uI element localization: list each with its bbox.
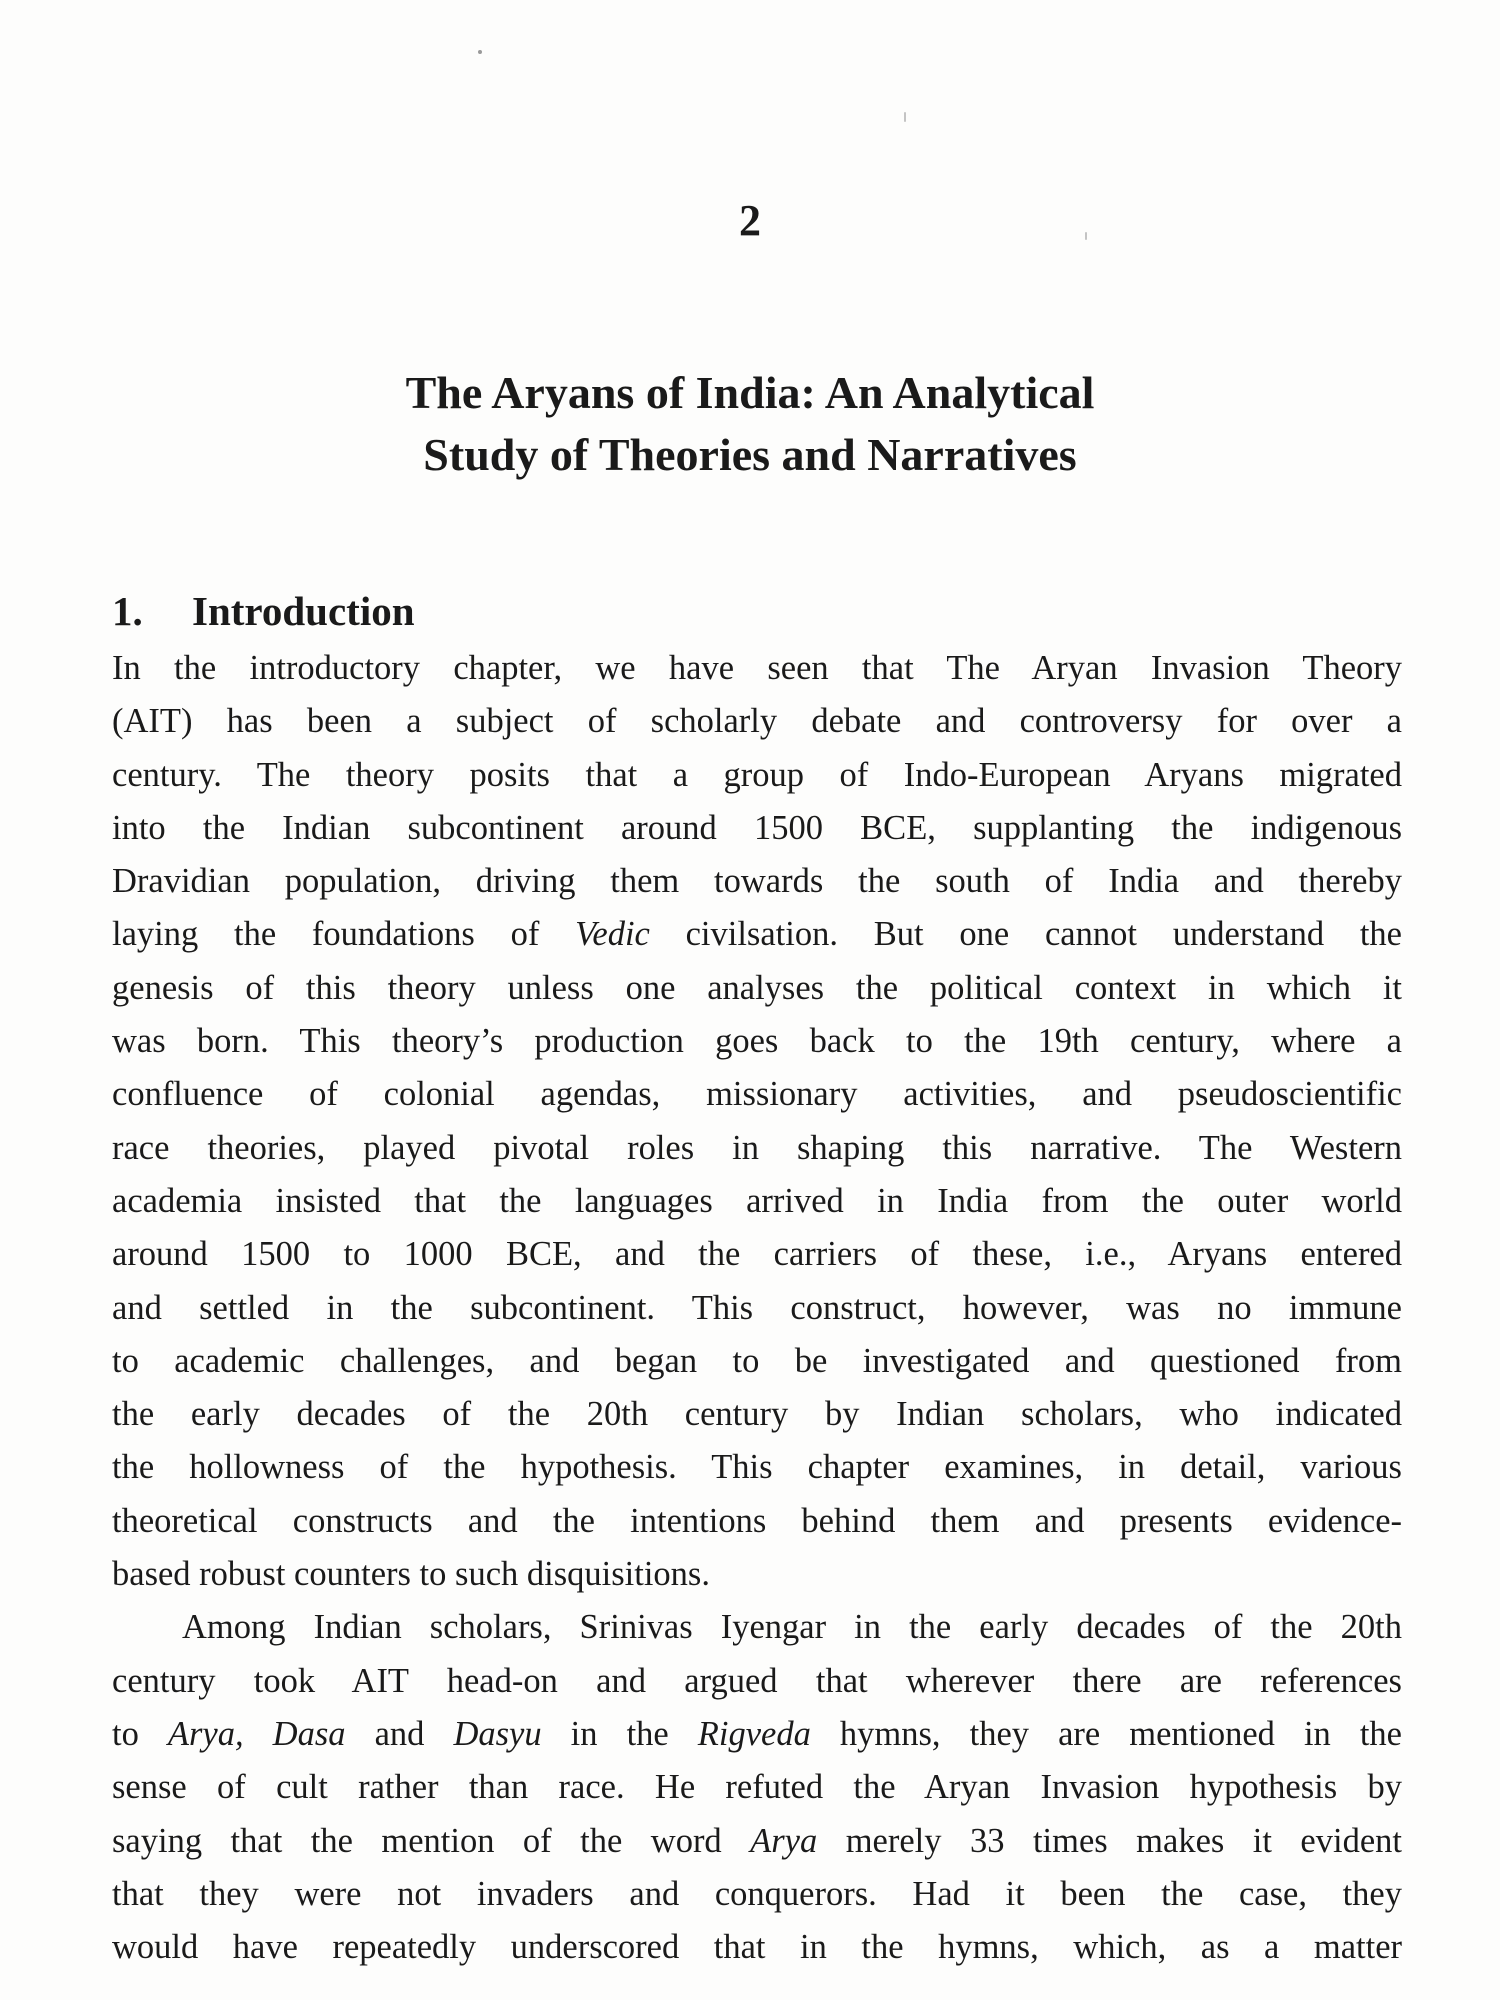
text-line: Dravidian population, driving them towards the south of India and thereby xyxy=(112,862,1402,901)
text-line: the early decades of the 20th century by Indian scholars, who indicated xyxy=(112,1395,1402,1434)
italic-term-dasyu: Dasyu xyxy=(453,1714,542,1753)
text-line: century took AIT head-on and argued that wherever there are references xyxy=(112,1661,1402,1700)
text-line xyxy=(112,1708,1402,1761)
scan-speck xyxy=(904,112,906,122)
text-line: race theories, played pivotal roles in shaping this narrative. The Western xyxy=(112,1128,1402,1167)
text-line: In the introductory chapter, we have seen that The Aryan Invasion Theory xyxy=(112,649,1402,687)
text-line: genesis of this theory unless one analyses the political context in which it xyxy=(112,968,1402,1007)
italic-term-rigveda: Rigveda xyxy=(697,1714,811,1753)
text-line: that they were not invaders and conquerors. Had it been the case, they xyxy=(112,1874,1402,1913)
text-line: the hollowness of the hypothesis. This chapter examines, in detail, various xyxy=(112,1448,1402,1487)
text-line: sense of cult rather than race. He refuted the Aryan Invasion hypothesis by xyxy=(112,1768,1402,1807)
text-segment: merely 33 times makes it evident xyxy=(817,1821,1402,1860)
text-segment: laying the foundations of xyxy=(112,915,576,954)
text-line: and settled in the subcontinent. This construct, however, was no immune xyxy=(112,1288,1402,1327)
italic-term-arya: Arya xyxy=(750,1821,818,1860)
text-segment: civilsation. But one cannot understand the xyxy=(649,915,1402,954)
chapter-title xyxy=(0,362,1500,486)
chapter-title-line-1: The Aryans of India: An Analytical xyxy=(405,367,1095,418)
section-number: 1. xyxy=(112,588,143,634)
text-line xyxy=(112,1815,1402,1868)
text-line: into the Indian subcontinent around 1500 BCE, supplanting the indigenous xyxy=(112,808,1402,847)
text-line: would have repeatedly underscored that in the hymns, which, as a matter xyxy=(112,1928,1402,1967)
section-heading xyxy=(112,585,415,637)
text-line: Among Indian scholars, Srinivas Iyengar in the early decades of the 20th xyxy=(182,1608,1402,1647)
text-line: theoretical constructs and the intentions behind them and presents evidence- xyxy=(112,1501,1402,1540)
paragraph-1 xyxy=(112,642,1402,1601)
section-title: Introduction xyxy=(192,588,415,634)
text-line: century. The theory posits that a group of Indo-European Aryans migrated xyxy=(112,755,1402,794)
text-line: confluence of colonial agendas, missionary activities, and pseudoscientific xyxy=(112,1075,1402,1114)
paragraph-2 xyxy=(112,1601,1402,1974)
chapter-title-line-2: Study of Theories and Narratives xyxy=(423,429,1077,480)
text-line: academia insisted that the languages arrived in India from the outer world xyxy=(112,1181,1402,1220)
italic-term-vedic: Vedic xyxy=(575,915,650,954)
text-line: was born. This theory’s production goes back to the 19th century, where a xyxy=(112,1022,1402,1061)
text-segment: hymns, they are mentioned in the xyxy=(810,1714,1402,1753)
body-text xyxy=(112,642,1402,1974)
text-line: (AIT) has been a subject of scholarly debate and controversy for over a xyxy=(112,702,1402,741)
scan-speck xyxy=(478,50,482,54)
text-line xyxy=(112,908,1402,961)
text-segment: and xyxy=(345,1714,454,1753)
text-line: around 1500 to 1000 BCE, and the carriers of these, i.e., Aryans entered xyxy=(112,1235,1402,1274)
chapter-number: 2 xyxy=(739,196,761,245)
text-segment: to xyxy=(112,1714,168,1753)
text-line: to academic challenges, and began to be investigated and questioned from xyxy=(112,1341,1402,1380)
text-line: based robust counters to such disquisitions. xyxy=(112,1555,710,1594)
italic-term-arya-dasa: Arya, Dasa xyxy=(167,1714,346,1753)
text-segment: saying that the mention of the word xyxy=(112,1821,751,1860)
text-segment: in the xyxy=(541,1714,698,1753)
